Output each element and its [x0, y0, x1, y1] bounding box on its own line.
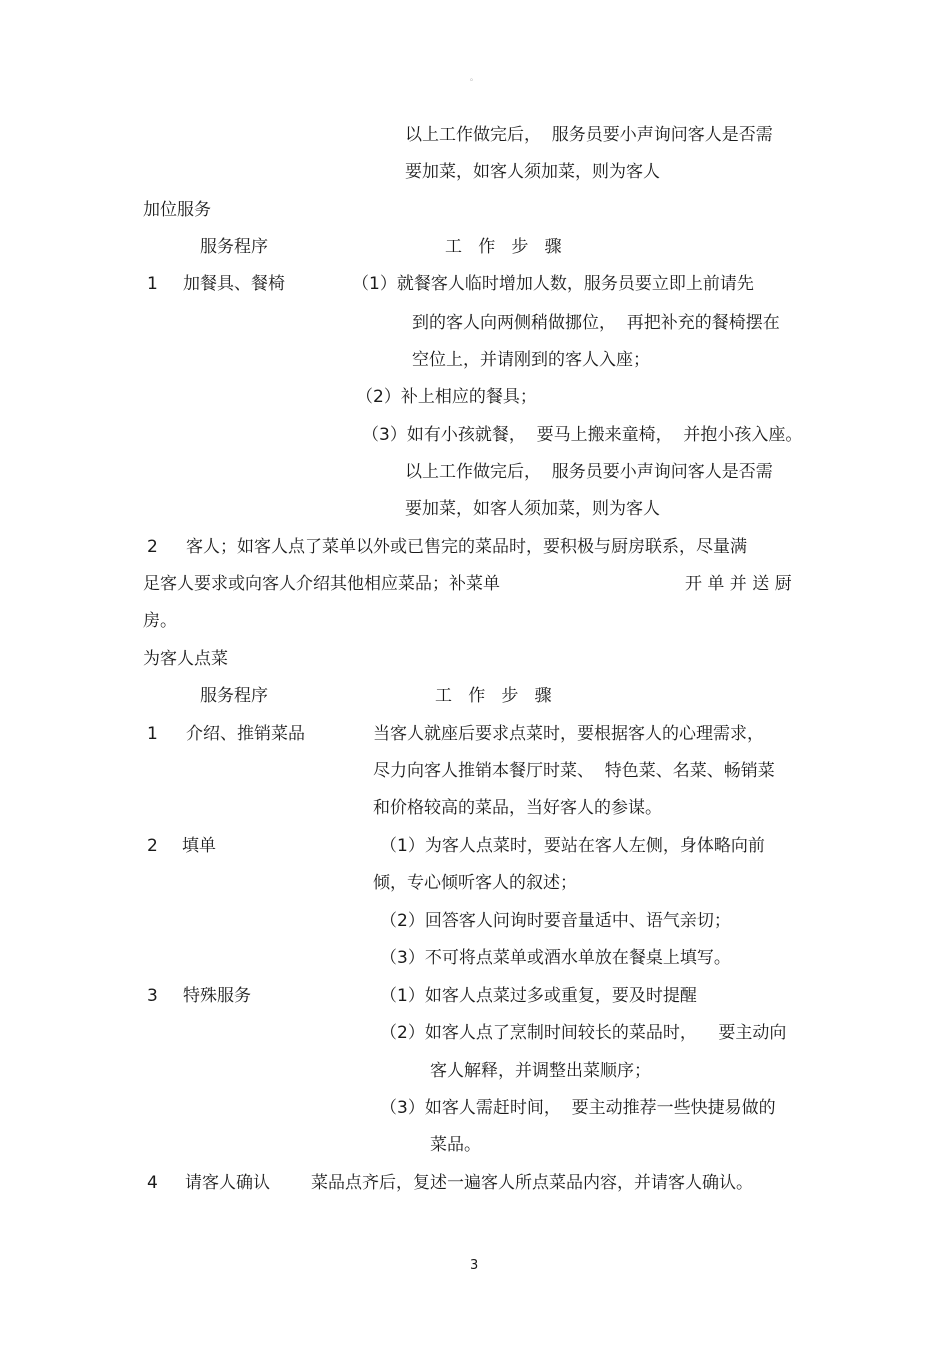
row-number: 3: [147, 986, 158, 1006]
col-header-procedure: 服务程序: [200, 686, 268, 706]
intro-line-2: 要加菜，如客人须加菜，则为客人: [405, 162, 660, 182]
step-text: 空位上，并请刚到的客人入座；: [412, 350, 650, 370]
step-text: 菜品。: [430, 1135, 481, 1155]
step-text: 以上工作做完后， 服务员要小声询问客人是否需: [405, 462, 773, 482]
row-procedure-name: 请客人确认: [185, 1173, 270, 1193]
step-text: 当客人就座后要求点菜时，要根据客人的心理需求，: [373, 724, 764, 744]
step-text: 和价格较高的菜品，当好客人的参谋。: [373, 798, 662, 818]
section-title-order: 为客人点菜: [143, 649, 228, 669]
col-header-steps: 工 作 步 骤: [445, 237, 562, 257]
row-number: 2: [147, 836, 158, 856]
step-text: （1）就餐客人临时增加人数，服务员要立即上前请先: [352, 274, 754, 294]
row-number: 4: [147, 1173, 158, 1193]
step-text: （3）如有小孩就餐， 要马上搬来童椅， 并抱小孩入座。: [362, 425, 803, 445]
row-procedure-name: 介绍、推销菜品: [186, 724, 305, 744]
row-procedure-name: 填单: [182, 836, 216, 856]
step-text: 菜品点齐后，复述一遍客人所点菜品内容，并请客人确认。: [311, 1173, 753, 1193]
page-number: 3: [470, 1258, 479, 1273]
paragraph-line: 足客人要求或向客人介绍其他相应菜品；补菜单: [143, 574, 500, 594]
paragraph-line: 客人；如客人点了菜单以外或已售完的菜品时，要积极与厨房联系，尽量满: [186, 537, 747, 557]
step-text: 尽力向客人推销本餐厅时菜、 特色菜、名菜、畅销菜: [373, 761, 775, 781]
step-text: 客人解释，并调整出菜顺序；: [430, 1061, 651, 1081]
step-text: （2）补上相应的餐具；: [356, 387, 537, 407]
step-text: （1）为客人点菜时，要站在客人左侧，身体略向前: [380, 836, 765, 856]
row-number: 2: [147, 537, 158, 557]
step-text: （3）不可将点菜单或酒水单放在餐桌上填写。: [380, 948, 731, 968]
step-text: 倾，专心倾听客人的叙述；: [373, 873, 577, 893]
step-text: （2）如客人点了烹制时间较长的菜品时， 要主动向: [380, 1023, 787, 1043]
step-text: （3）如客人需赶时间， 要主动推荐一些快捷易做的: [380, 1098, 776, 1118]
header-mark: 。: [470, 73, 478, 82]
step-text: （2）回答客人问询时要音量适中、语气亲切；: [380, 911, 731, 931]
step-text: 要加菜，如客人须加菜，则为客人: [405, 499, 660, 519]
row-number: 1: [147, 274, 158, 294]
step-text: 到的客人向两侧稍做挪位， 再把补充的餐椅摆在: [412, 313, 780, 333]
intro-line-1: 以上工作做完后， 服务员要小声询问客人是否需: [405, 125, 773, 145]
section-title-add-seat: 加位服务: [143, 200, 211, 220]
row-number: 1: [147, 724, 158, 744]
paragraph-line: 开 单 并 送 厨: [685, 574, 792, 594]
paragraph-line: 房。: [143, 611, 177, 631]
col-header-steps: 工 作 步 骤: [435, 686, 552, 706]
row-procedure-name: 特殊服务: [183, 986, 251, 1006]
col-header-procedure: 服务程序: [200, 237, 268, 257]
row-procedure-name: 加餐具、餐椅: [183, 274, 285, 294]
step-text: （1）如客人点菜过多或重复，要及时提醒: [380, 986, 697, 1006]
